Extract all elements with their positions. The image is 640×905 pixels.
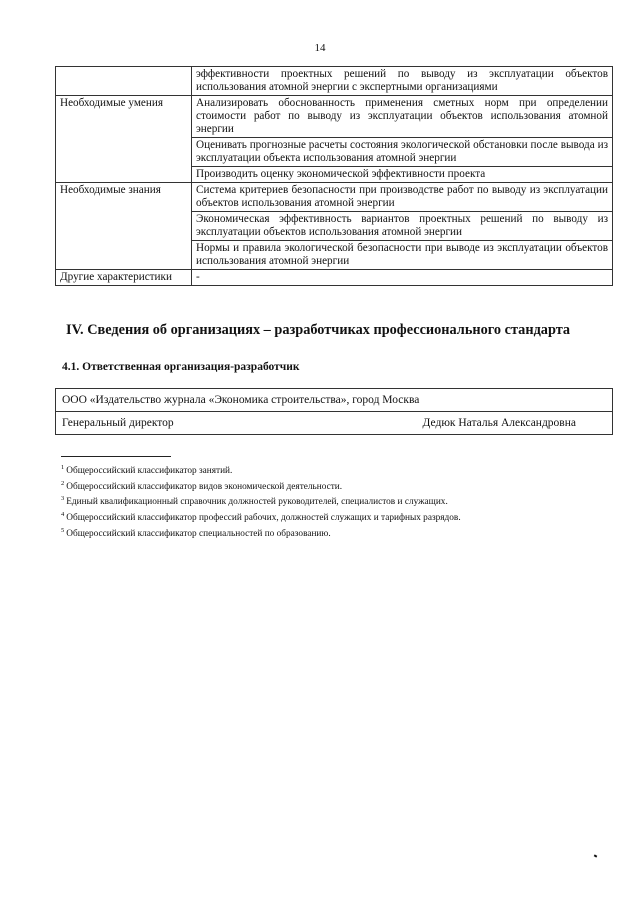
row-label-other: Другие характеристики (56, 270, 192, 286)
footnote-text: Общероссийский классификатор профессий рабочих, должностей служащих и тарифных разрядов. (66, 513, 461, 524)
footnote (61, 478, 601, 494)
row-label-skills: Необходимые умения (56, 96, 192, 183)
footnote-number: 2 (61, 479, 65, 487)
footnote-text: Общероссийский классификатор занятий. (66, 466, 233, 477)
organization-name: ООО «Издательство журнала «Экономика строительства», город Москва (56, 389, 613, 412)
row-label (56, 67, 192, 96)
footnote-number: 3 (61, 495, 65, 503)
footnote-text: Общероссийский классификатор специальностей по образованию. (66, 528, 331, 539)
scan-mark (594, 854, 598, 857)
footnotes-list (61, 462, 601, 540)
row-content: Нормы и правила экологической безопасности при выводе из эксплуатации объектов использования атомной энергии (192, 241, 613, 270)
table-row (56, 270, 613, 286)
row-content: - (192, 270, 613, 286)
signatory-position: Генеральный директор (62, 417, 174, 429)
footnote (61, 509, 601, 525)
table-row (56, 389, 613, 412)
row-content: Производить оценку экономической эффективности проекта (192, 167, 613, 183)
table-row (56, 183, 613, 212)
table-row (56, 67, 613, 96)
organization-table (55, 388, 613, 435)
row-label-knowledge: Необходимые знания (56, 183, 192, 270)
row-content: Система критериев безопасности при производстве работ по выводу из эксплуатации объектов использования атомной энергии (192, 183, 613, 212)
subsection-heading: 4.1. Ответственная организация-разработчик (62, 361, 300, 373)
signatory-cell (56, 412, 613, 435)
footnote-number: 4 (61, 511, 65, 519)
row-content: Оценивать прогнозные расчеты состояния экологической обстановки после вывода из эксплуатации объекта использования атомной энергии (192, 138, 613, 167)
table-row (56, 96, 613, 138)
footnote-text: Общероссийский классификатор видов экономической деятельности. (66, 481, 343, 492)
row-content: Экономическая эффективность вариантов проектных решений по выводу из эксплуатации объектов использования атомной энергии (192, 212, 613, 241)
footnote (61, 462, 601, 478)
footnote-number: 5 (61, 526, 65, 534)
footnote-text: Единый квалификационный справочник должностей руководителей, специалистов и служащих. (66, 497, 448, 508)
footnote-divider (61, 456, 171, 457)
section-heading: IV. Сведения об организациях – разработчиках профессионального стандарта (66, 322, 571, 338)
footnote-number: 1 (61, 464, 65, 471)
footnote (61, 525, 601, 541)
page-number: 14 (314, 42, 326, 54)
row-content: эффективности проектных решений по выводу из эксплуатации объектов использования атомной энергии с экспертными организациями (192, 67, 613, 96)
table-row (56, 412, 613, 435)
footnote (61, 493, 601, 509)
signatory-name: Дедюк Наталья Александровна (422, 417, 576, 429)
skills-knowledge-table (55, 66, 613, 286)
row-content: Анализировать обоснованность применения сметных норм при определении стоимости работ по выводу из эксплуатации объектов использования атомной энергии (192, 96, 613, 138)
signatory-row (62, 417, 606, 429)
